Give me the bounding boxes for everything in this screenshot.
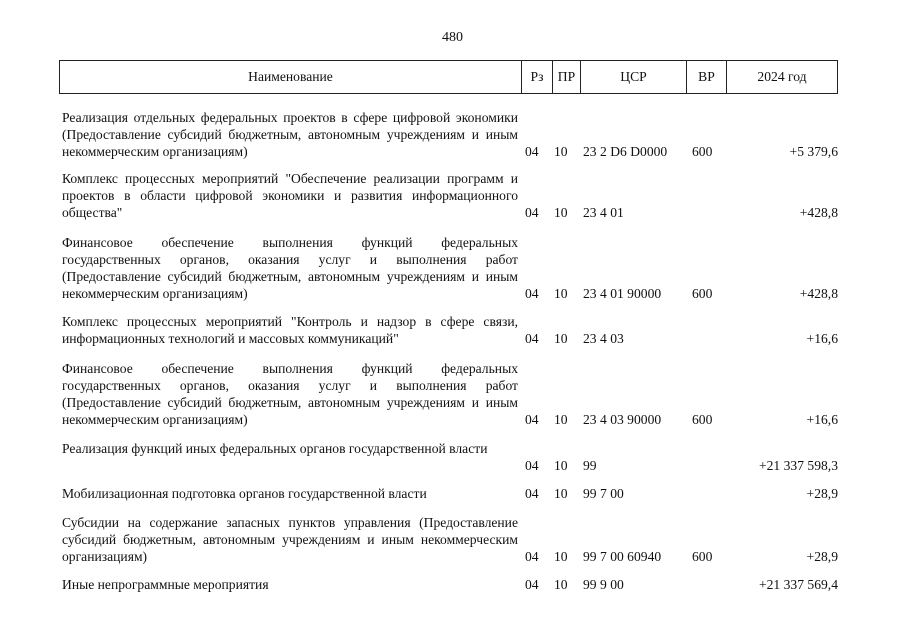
- row-rz: 04: [525, 577, 539, 592]
- row-amount: +428,8: [799, 205, 838, 220]
- header-vr: ВР: [687, 61, 727, 93]
- row-pr: 10: [554, 549, 568, 564]
- row-rz: 04: [525, 286, 539, 301]
- row-pr: 10: [554, 286, 568, 301]
- row-amount: +5 379,6: [789, 144, 838, 159]
- table-row: [0, 360, 905, 428]
- row-vr: 600: [692, 144, 713, 159]
- header-csr: ЦСР: [581, 61, 687, 93]
- row-name: Комплекс процессных мероприятий "Контроль и надзор в сфере связи, информационных технологий и массовых коммуникаций": [62, 314, 518, 346]
- header-rz: Рз: [522, 61, 553, 93]
- row-rz: 04: [525, 486, 539, 501]
- table-row: [0, 485, 905, 502]
- table-row: [0, 576, 905, 593]
- header-year: 2024 год: [757, 69, 807, 84]
- table-row: [0, 170, 905, 221]
- row-pr: 10: [554, 577, 568, 592]
- row-pr: 10: [554, 144, 568, 159]
- table-row: [0, 514, 905, 565]
- row-name: Финансовое обеспечение выполнения функций федеральных государственных органов, оказания услуг и выполнения работ (Предоставление субсидий бюджетным, автономным учреждениям и иным некоммерческим организациям): [62, 361, 518, 427]
- row-csr: 23 4 01: [583, 205, 624, 220]
- row-csr: 23 4 03 90000: [583, 412, 662, 427]
- row-rz: 04: [525, 331, 539, 346]
- row-rz: 04: [525, 412, 539, 427]
- table-row: [0, 109, 905, 160]
- row-name: Реализация отдельных федеральных проектов в сфере цифровой экономики (Предоставление субсидий бюджетным, автономным учреждениям и иным некоммерческим организациям): [62, 110, 518, 159]
- row-amount: +21 337 598,3: [758, 458, 838, 473]
- row-vr: 600: [692, 412, 713, 427]
- table-row: [0, 313, 905, 347]
- row-csr: 99 7 00 60940: [583, 549, 662, 564]
- table-header: [59, 60, 838, 94]
- row-rz: 04: [525, 458, 539, 473]
- row-name: Иные непрограммные мероприятия: [62, 577, 269, 592]
- header-name: Наименование: [60, 61, 522, 93]
- page-number: 480: [442, 30, 463, 45]
- row-vr: 600: [692, 549, 713, 564]
- row-vr: 600: [692, 286, 713, 301]
- row-csr: 99 9 00: [583, 577, 624, 592]
- row-amount: +428,8: [799, 286, 838, 301]
- row-rz: 04: [525, 205, 539, 220]
- row-name: Мобилизационная подготовка органов государственной власти: [62, 486, 427, 501]
- row-csr: 23 4 01 90000: [583, 286, 662, 301]
- row-amount: +16,6: [806, 331, 838, 346]
- row-pr: 10: [554, 331, 568, 346]
- table-row: [0, 440, 905, 474]
- row-name: Финансовое обеспечение выполнения функций федеральных государственных органов, оказания услуг и выполнения работ (Предоставление субсидий бюджетным, автономным учреждениям и иным некоммерческим организациям): [62, 235, 518, 301]
- row-name: Субсидии на содержание запасных пунктов управления (Предоставление субсидий бюджетным, автономным учреждениям и иным некоммерческим организациям): [62, 515, 518, 564]
- row-rz: 04: [525, 144, 539, 159]
- header-pr: ПР: [553, 61, 581, 93]
- row-name: Комплекс процессных мероприятий "Обеспечение реализации программ и проектов в области цифровой экономики и развития информационного общества": [62, 171, 518, 220]
- row-amount: +28,9: [806, 549, 838, 564]
- row-csr: 99: [583, 458, 597, 473]
- row-csr: 23 4 03: [583, 331, 624, 346]
- row-csr: 23 2 D6 D0000: [583, 144, 668, 159]
- table-row: [0, 234, 905, 302]
- row-pr: 10: [554, 458, 568, 473]
- row-pr: 10: [554, 486, 568, 501]
- row-amount: +28,9: [806, 486, 838, 501]
- row-amount: +16,6: [806, 412, 838, 427]
- row-csr: 99 7 00: [583, 486, 624, 501]
- row-pr: 10: [554, 205, 568, 220]
- row-amount: +21 337 569,4: [758, 577, 838, 592]
- row-rz: 04: [525, 549, 539, 564]
- row-pr: 10: [554, 412, 568, 427]
- row-name: Реализация функций иных федеральных органов государственной власти: [62, 441, 488, 456]
